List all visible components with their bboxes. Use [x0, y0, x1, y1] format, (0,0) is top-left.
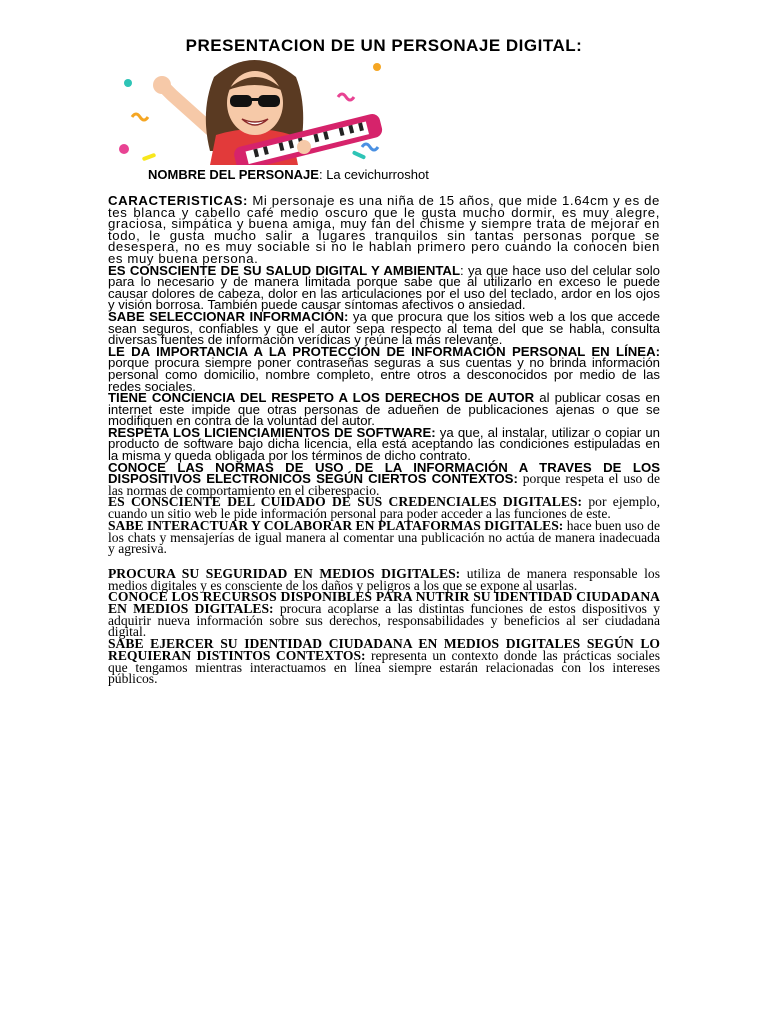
section-body: porque respeta el uso de las normas de comportamiento en el ciberespacio. [108, 471, 660, 498]
section-body: porque procura siempre poner contraseñas seguras a sus cuentas y no brinda información personal como domicilio, nombre completo, entre otros a desconocidos por medio de las redes sociales. [108, 355, 660, 394]
section-licenciamientos [108, 424, 660, 464]
bitmoji-keyboard-girl-icon [112, 57, 412, 165]
section-credenciales [108, 494, 660, 522]
confetti-strip [142, 153, 157, 162]
avatar-container [108, 57, 660, 165]
section-heading: RESPETA LOS LICIENCIAMIENTOS DE SOFTWARE: [108, 424, 436, 440]
section-heading: ES CONSCIENTE DEL CUIDADO DE SUS CREDENCIALES DIGITALES: [108, 494, 582, 510]
section-heading: SABE SELECCIONAR INFORMACIÓN: [108, 308, 349, 324]
section-heading: SABE INTERACTUAR Y COLABORAR EN PLATAFORMAS DIGITALES: [108, 517, 564, 533]
section-heading: PROCURA SU SEGURIDAD EN MEDIOS DIGITALES: [108, 565, 461, 581]
section-derechos-autor [108, 392, 660, 427]
section-body: ya que procura que los sitios web a los que accede sean seguros, confiables y que el autor sepa respecto al tema del que se habla, consulta diversas fuentes de información verídicas y reúne la más relevante. [108, 308, 661, 348]
section-heading: ES CONSCIENTE DE SU SALUD DIGITAL Y AMBIENTAL [108, 262, 461, 278]
confetti-squiggle [132, 114, 148, 120]
section-body: representa un contexto donde las prácticas sociales que tengamos mientras interactuamos en línea siempre estarán relacionadas con los intereses públicos. [108, 647, 660, 687]
confetti-dot [373, 63, 381, 71]
section-body: procura acoplarse a las distintas funciones de estos dispositivos y adquirir nueva información sobre sus derechos, responsabilidades y beneficios al ser ciudadana digital. [108, 601, 660, 640]
character-name-value: : La cevichurroshot [318, 167, 429, 182]
section-salud-digital [108, 262, 660, 313]
section-heading: TIENE CONCIENCIA DEL RESPETO A LOS DERECHOS DE AUTOR [108, 390, 535, 406]
section-heading: SABE EJERCER SU IDENTIDAD CIUDADANA EN MEDIOS DIGITALES SEGÚN LO REQUIERAN DISTINTOS CONTEXTOS: [108, 636, 660, 663]
confetti-strip [352, 150, 366, 160]
section-heading: CARACTERISTICAS: [108, 193, 249, 208]
section-normas-uso [108, 459, 660, 498]
section-caracteristicas [108, 195, 660, 265]
section-body: al publicar cosas en internet este impide que otras personas de adueñen de publicaciones ajenas o que se modifiquen en contra de la voluntad del autor. [108, 390, 660, 429]
confetti-squiggle [338, 94, 354, 100]
confetti-squiggle [362, 144, 378, 150]
document-page [108, 36, 660, 685]
section-heading: LE DA IMPORTANCIA A LA PROTECCIÓN DE INFORMACIÓN PERSONAL EN LÍNEA: [108, 343, 660, 359]
section-body: utiliza de manera responsable los medios digitales y es consciente de los daños y peligros a los que se expone al usarlas. [108, 565, 661, 593]
raised-arm [164, 87, 210, 129]
sunglasses [230, 95, 252, 107]
section-seguridad-medios [108, 565, 661, 593]
section-body: por ejemplo, cuando un sitio web le pide información personal para poder acceder a las funciones de este. [108, 494, 660, 522]
section-interactuar-colaborar [108, 517, 660, 557]
section-heading: CONOCE LAS NORMAS DE USO DE LA INFORMACIÓN A TRAVES DE LOS DISPOSITIVOS ELECTRONICOS SEGÚN CIERTOS CONTEXTOS: [108, 459, 660, 487]
confetti-dot [124, 79, 132, 87]
section-ejercer-identidad [108, 638, 660, 685]
character-name-label: NOMBRE DEL PERSONAJE [148, 167, 319, 182]
section-heading: CONOCE LOS RECURSOS DISPONIBLES PARA NUTRIR SU IDENTIDAD CIUDADANA EN MEDIOS DIGITALES: [108, 589, 660, 617]
section-body: Mi personaje es una niña de 15 años, que mide 1.64cm y es de tes blanca y cabello café medio oscuro que le gusta mucho dormir, es muy alegre, graciosa, simpática y buena amiga, muy fan del chisme y siempre trata de mejorar en todo, le gusta mucho salir a lugares tranquilos sin tantas personas porque se desespera, no es muy sociable si no le hablan primero pero cuando la conocen bien es muy buena persona. [108, 193, 660, 266]
confetti-dot [119, 144, 129, 154]
section-body: : ya que hace uso del celular solo para lo necesario y de manera limitada porque sabe que al utilizarlo en exceso le puede causar dolores de cabeza, dolor en las articulaciones por el uso del teclado, ardor en los ojos y visión borrosa. También puede causar síntomas afectivos o ansiedad. [108, 262, 660, 313]
section-recursos-identidad [108, 591, 660, 638]
section-body: hace buen uso de los chats y mensajerías de igual manera al comentar una publicación no actúa de manera inadecuada y agresiva. [108, 517, 660, 557]
section-body: ya que, al instalar, utilizar o copiar un producto de software bajo dicha licencia, ella está aceptando las condiciones estipuladas en la misma y queda obligada por los términos de dicho contrato. [108, 424, 660, 464]
section-proteccion-informacion [108, 343, 660, 394]
section-seleccionar-informacion [108, 308, 661, 348]
character-name-line [148, 167, 660, 182]
document-title: PRESENTACION DE UN PERSONAJE DIGITAL: [185, 36, 583, 55]
